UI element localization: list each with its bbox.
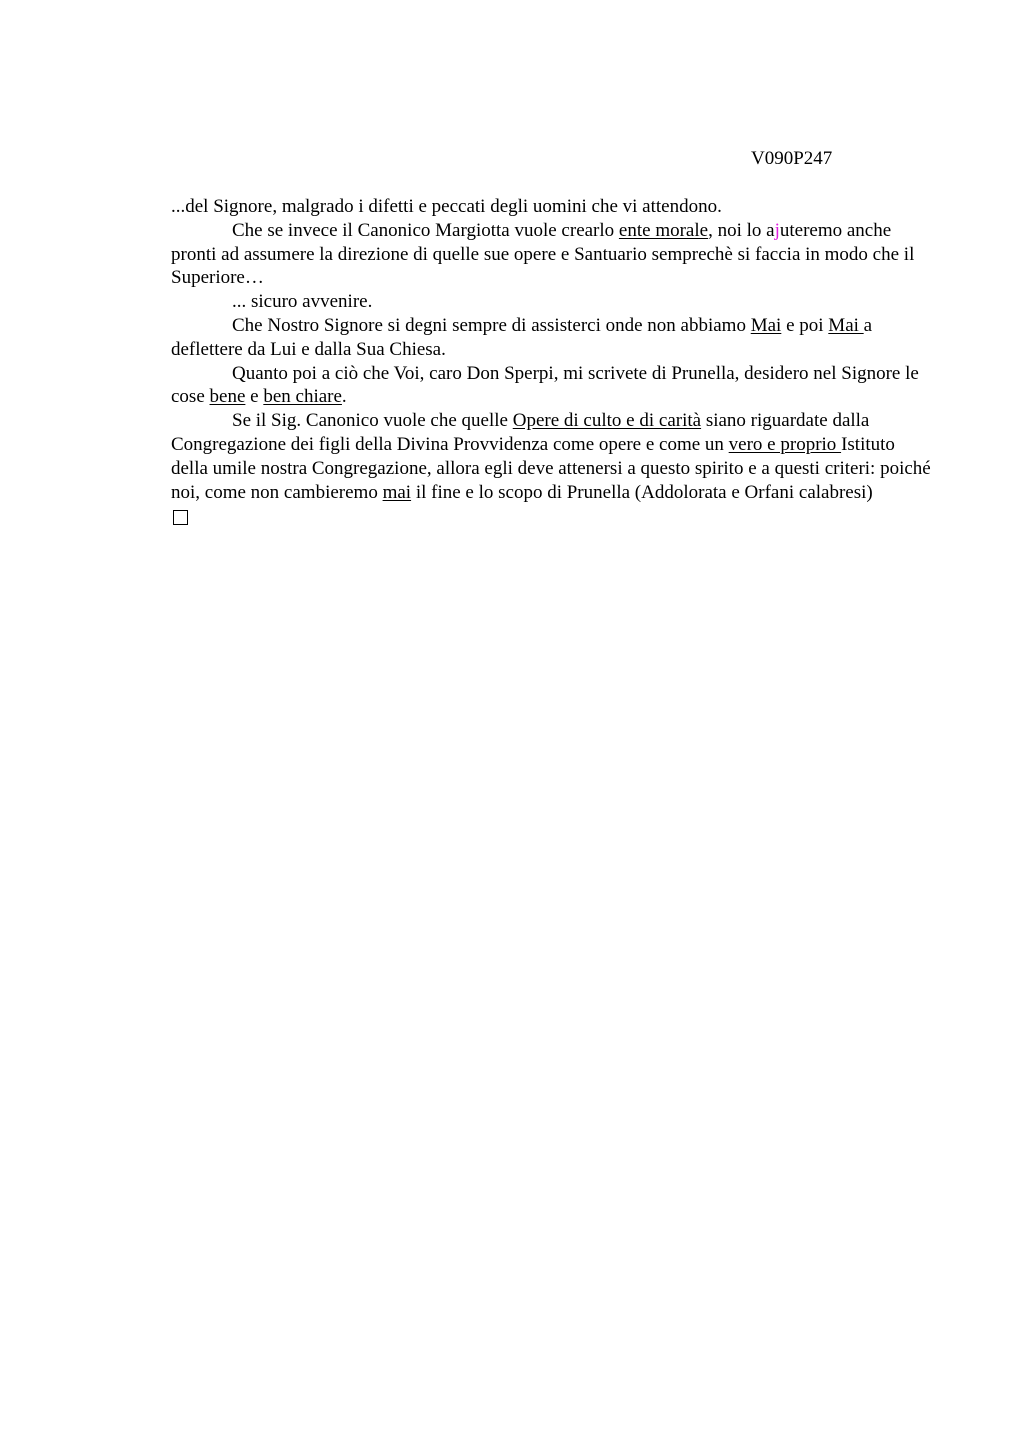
paragraph-6 (171, 409, 931, 504)
text-run: il fine e lo scopo di Prunella (Addolorata e Orfani calabresi) (411, 481, 873, 503)
text-run: Istituto della umile nostra Congregazione, allora egli deve attenersi a questo spirito e a questi criteri: poiché noi, come non cambieremo (171, 433, 931, 503)
text-run: uteremo anche pronti ad assumere la direzione di quelle sue opere e Santuario semprechè si faccia in modo che il Superiore… (171, 219, 915, 289)
text-run: e (245, 386, 264, 408)
underlined-text: ente morale (618, 219, 709, 241)
underlined-text: vero e proprio (728, 433, 842, 455)
paragraph-5 (171, 362, 931, 410)
underlined-text: mai (382, 481, 412, 503)
text-run: a deflettere da Lui e dalla Sua Chiesa. (171, 314, 873, 360)
underlined-text: Mai (750, 314, 782, 336)
paragraph-2 (171, 219, 931, 290)
highlighted-letter: j (774, 219, 780, 241)
text-run: , noi lo a (708, 219, 775, 241)
text-run: siano riguardate dalla Congregazione dei figli della Divina Provvidenza come opere e come un (171, 410, 870, 455)
paragraph-3: ... sicuro avvenire. (232, 291, 373, 313)
text-run: Se il Sig. Canonico vuole che quelle (232, 410, 513, 432)
paragraph-4 (171, 314, 931, 362)
text-run: e poi (781, 314, 829, 336)
text-run: Che Nostro Signore si degni sempre di assisterci onde non abbiamo (232, 314, 751, 336)
page-identifier: V090P247 (751, 148, 833, 169)
document-body (171, 195, 931, 532)
text-run: Che se invece il Canonico Margiotta vuole crearlo (232, 219, 619, 241)
text-run: . (341, 386, 347, 408)
underlined-text: bene (209, 386, 246, 408)
underlined-text: ben chiare (263, 386, 342, 408)
underlined-text: Mai (828, 314, 864, 336)
text-run: Quanto poi a ciò che Voi, caro Don Sperpi, mi scrivete di Prunella, desidero nel Signore le cose (171, 362, 919, 408)
paragraph-1: ...del Signore, malgrado i difetti e peccati degli uomini che vi attendono. (171, 196, 722, 217)
underlined-text: Opere di culto e di carità (512, 410, 702, 432)
checkbox-square-icon (173, 510, 188, 525)
